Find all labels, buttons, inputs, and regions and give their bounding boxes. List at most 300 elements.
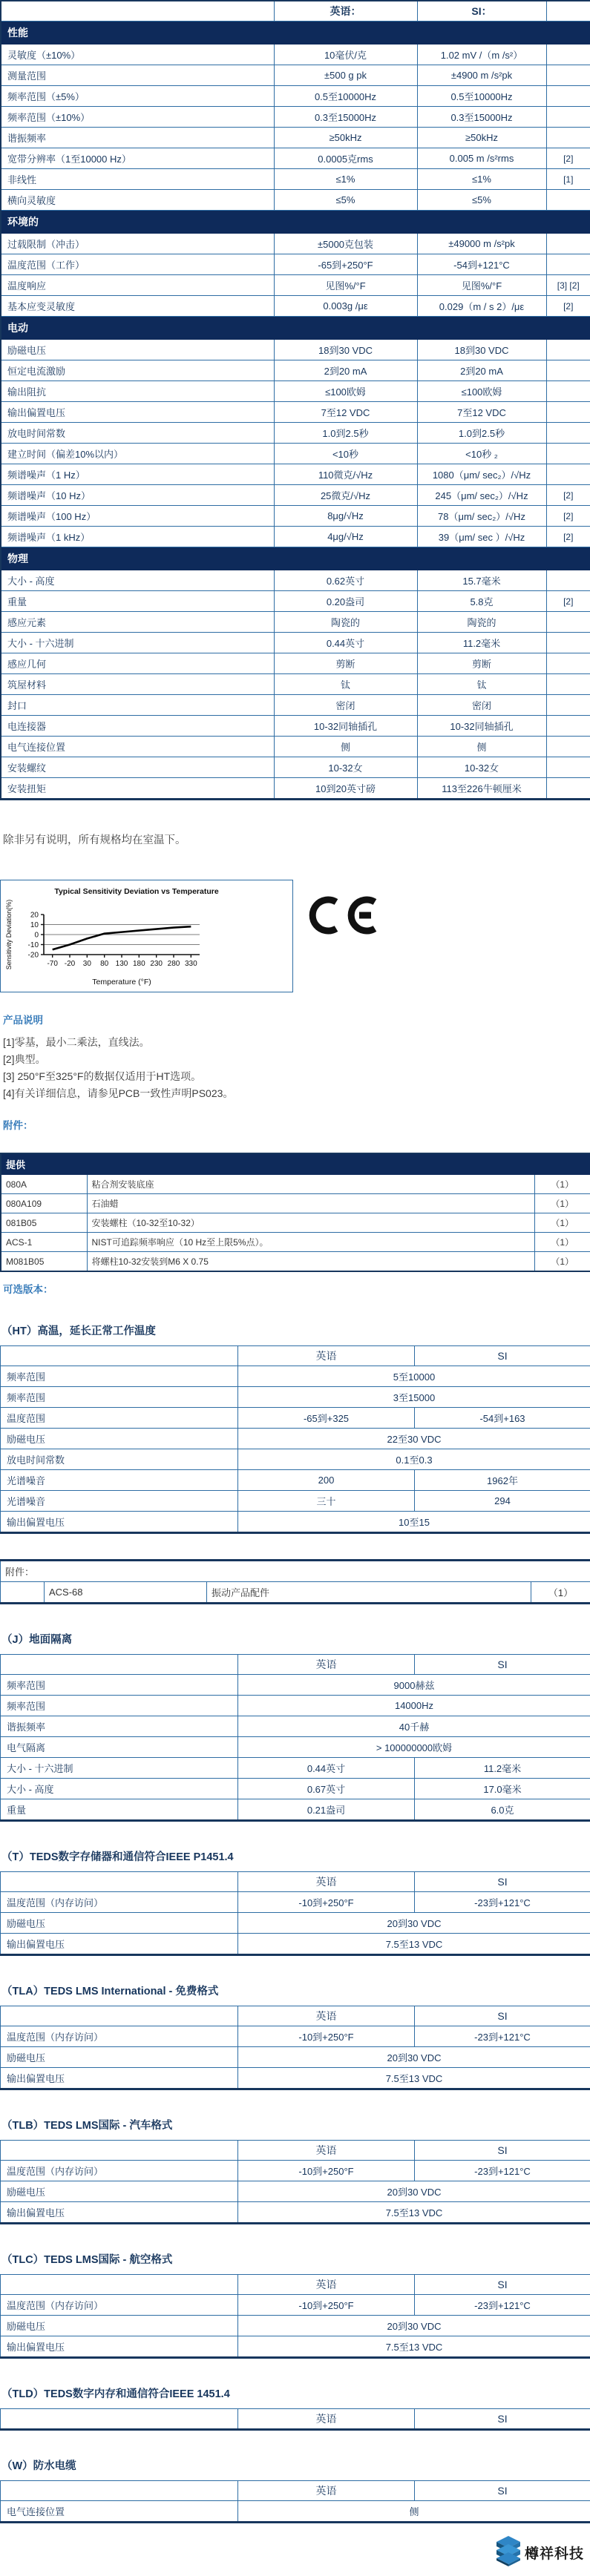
optional-spec-span-value-cell: 40千赫	[238, 1716, 590, 1737]
spec-english-value-cell: 2到20 mA	[274, 360, 417, 381]
spec-label-cell: 感应元素	[1, 612, 274, 633]
spec-si-value-cell: 见图%/°F	[417, 275, 546, 296]
accessory-desc-cell: 石油蜡	[87, 1194, 534, 1213]
optional-header-english-cell: 英语	[238, 2006, 415, 2026]
optional-spec-row	[1, 2336, 590, 2358]
spec-label-cell: 横向灵敏度	[1, 190, 274, 211]
spec-english-value-cell: 见图%/°F	[274, 275, 417, 296]
optional-spec-english-value-cell: -10到+250°F	[238, 2295, 415, 2316]
optional-versions-title: 可选版本：	[3, 1281, 590, 1296]
svg-text:-20: -20	[28, 952, 39, 960]
optional-spec-span-value-cell: 3至15000	[238, 1387, 590, 1408]
optional-header-english-cell: 英语	[238, 1346, 415, 1366]
optional-spec-row	[1, 1696, 590, 1716]
spec-row	[1, 65, 590, 86]
optional-section-heading: （TLC）TEDS LMS国际 - 航空格式	[1, 2251, 590, 2267]
optional-table-header-row	[1, 1872, 590, 1892]
spec-footnote-cell: [1]	[546, 169, 590, 190]
accessory-row	[1, 1213, 590, 1233]
spec-si-value-cell: ±49000 m /s²pk	[417, 234, 546, 254]
optional-header-blank-cell	[1, 2275, 238, 2295]
spec-si-value-cell: 陶瓷的	[417, 612, 546, 633]
spec-si-value-cell: 15.7毫米	[417, 570, 546, 591]
spec-si-value-cell: ±4900 m /s²pk	[417, 65, 546, 86]
accessory-qty-cell: （1）	[534, 1175, 590, 1194]
spec-footnote-cell	[546, 360, 590, 381]
optional-spec-label-cell: 励磁电压	[1, 2181, 238, 2202]
section-bar-title: 物理	[1, 547, 590, 570]
spec-footnote-cell	[546, 570, 590, 591]
optional-spec-label-cell: 温度范围	[1, 1408, 238, 1429]
spec-label-cell: 频谱噪声（1 kHz）	[1, 527, 274, 547]
optional-header-si-cell: SI	[415, 2275, 590, 2295]
spec-row	[1, 757, 590, 778]
spec-label-cell: 测量范围	[1, 65, 274, 86]
optional-header-si-cell: SI	[415, 1346, 590, 1366]
svg-text:-70: -70	[47, 960, 58, 968]
spec-label-cell: 电连接器	[1, 716, 274, 737]
spec-footnote-cell	[546, 340, 590, 360]
spec-label-cell: 安装扭矩	[1, 778, 274, 800]
optional-section-heading: （TLA）TEDS LMS International - 免费格式	[1, 1983, 590, 1998]
optional-section-heading: （TLD）TEDS数字内存和通信符合IEEE 1451.4	[1, 2385, 590, 2401]
spec-footnote-cell	[546, 633, 590, 653]
accessory-qty-cell: （1）	[534, 1252, 590, 1272]
spec-si-value-cell: -54到+121°C	[417, 254, 546, 275]
optional-spec-english-value-cell: 200	[238, 1470, 415, 1491]
optional-table-header-row	[1, 2481, 590, 2501]
spec-si-value-cell: 113至226牛顿厘米	[417, 778, 546, 800]
optional-spec-row	[1, 1934, 590, 1955]
optional-spec-label-cell: 温度范围（内存访问）	[1, 2026, 238, 2047]
optional-spec-label-cell: 光谱噪音	[1, 1470, 238, 1491]
spec-english-value-cell: ≥50kHz	[274, 128, 417, 148]
optional-spec-label-cell: 频率范围	[1, 1366, 238, 1387]
chart-svg	[1, 880, 292, 992]
optional-spec-label-cell: 输出偏置电压	[1, 2336, 238, 2358]
spec-footnote-cell	[546, 464, 590, 485]
svg-text:330: 330	[185, 960, 197, 968]
svg-text:180: 180	[133, 960, 145, 968]
optional-spec-label-cell: 输出偏置电压	[1, 1512, 238, 1533]
optional-spec-span-value-cell: 7.5至13 VDC	[238, 2068, 590, 2089]
optional-spec-english-value-cell: 0.21盎司	[238, 1799, 415, 1821]
optional-spec-label-cell: 励磁电压	[1, 1429, 238, 1449]
optional-spec-english-value-cell: -65到+325	[238, 1408, 415, 1429]
spec-row	[1, 190, 590, 211]
spec-label-cell: 筑屋材料	[1, 674, 274, 695]
spec-si-value-cell: 7至12 VDC	[417, 402, 546, 423]
spec-english-value-cell: 10-32女	[274, 757, 417, 778]
optional-sections-container	[0, 1322, 590, 2523]
spec-si-value-cell: 钛	[417, 674, 546, 695]
accessory-desc-cell: 将螺柱10-32安装到M6 X 0.75	[87, 1252, 534, 1272]
spec-footnote-cell: [2]	[546, 485, 590, 506]
spec-si-value-cell: 245（μm/ sec₂）/√Hz	[417, 485, 546, 506]
spec-label-cell: 恒定电流激励	[1, 360, 274, 381]
optional-header-english-cell: 英语	[238, 2275, 415, 2295]
vendor-logo-text: 樽祥科技	[525, 2543, 584, 2563]
optional-header-blank-cell	[1, 1346, 238, 1366]
optional-spec-label-cell: 励磁电压	[1, 2316, 238, 2336]
optional-spec-table	[0, 2408, 590, 2431]
spec-english-value-cell: 密闭	[274, 695, 417, 716]
product-note-line: [1]零基，最小二乘法，直线法。	[3, 1034, 590, 1051]
optional-spec-table	[0, 2006, 590, 2090]
optional-spec-table	[0, 1871, 590, 1956]
spec-row	[1, 86, 590, 107]
spec-footnote-cell	[546, 254, 590, 275]
accessory-model-cell: ACS-1	[1, 1233, 87, 1252]
spec-label-cell: 放电时间常数	[1, 423, 274, 444]
spec-footnote-cell	[546, 234, 590, 254]
spec-english-value-cell: 钛	[274, 674, 417, 695]
section-bar-title: 环境的	[1, 211, 590, 234]
product-note-line: [3] 250°F至325°F的数据仅适用于HT选项。	[3, 1068, 590, 1085]
spec-row	[1, 360, 590, 381]
optional-table-header-row	[1, 2006, 590, 2026]
spec-row	[1, 506, 590, 527]
accessory-model-cell: 080A109	[1, 1194, 87, 1213]
accessories-table	[0, 1153, 590, 1272]
optional-spec-label-cell: 重量	[1, 1799, 238, 1821]
optional-spec-row	[1, 2202, 590, 2224]
spec-footnote-cell	[546, 128, 590, 148]
spec-row	[1, 464, 590, 485]
optional-spec-row	[1, 2161, 590, 2181]
optional-spec-span-value-cell: 9000赫兹	[238, 1675, 590, 1696]
spec-row	[1, 485, 590, 506]
spec-label-cell: 灵敏度（±10%）	[1, 45, 274, 65]
spec-english-value-cell: 10-32同轴插孔	[274, 716, 417, 737]
svg-text:-10: -10	[28, 941, 39, 949]
spec-si-value-cell: 0.005 m /s²rms	[417, 148, 546, 169]
spec-label-cell: 重量	[1, 591, 274, 612]
optional-spec-span-value-cell: 20到30 VDC	[238, 2316, 590, 2336]
accessories-title: 附件：	[3, 1117, 590, 1132]
svg-text:20: 20	[30, 912, 39, 920]
optional-header-blank-cell	[1, 2006, 238, 2026]
optional-spec-row	[1, 1408, 590, 1429]
optional-section-heading: （W）防水电缆	[1, 2457, 590, 2473]
svg-text:-20: -20	[65, 960, 76, 968]
accessory-qty-cell: （1）	[534, 1194, 590, 1213]
spec-si-value-cell: 剪断	[417, 653, 546, 674]
spec-footnote-cell	[546, 45, 590, 65]
optional-accessory-model-cell: ACS-68	[45, 1582, 207, 1604]
optional-spec-row	[1, 1470, 590, 1491]
optional-spec-row	[1, 2501, 590, 2523]
spec-english-value-cell: ±5000克包装	[274, 234, 417, 254]
accessory-row	[1, 1194, 590, 1213]
optional-spec-row	[1, 1512, 590, 1533]
optional-spec-si-value-cell: 11.2毫米	[415, 1758, 590, 1779]
spec-english-value-cell: 0.0005克rms	[274, 148, 417, 169]
optional-spec-si-value-cell: 6.0克	[415, 1799, 590, 1821]
spec-row	[1, 128, 590, 148]
spec-english-value-cell: 0.20盎司	[274, 591, 417, 612]
accessory-model-cell: 080A	[1, 1175, 87, 1194]
optional-spec-row	[1, 1913, 590, 1934]
optional-spec-span-value-cell: 14000Hz	[238, 1696, 590, 1716]
optional-spec-english-value-cell: -10到+250°F	[238, 1892, 415, 1913]
svg-text:230: 230	[150, 960, 163, 968]
spec-english-value-cell: 25微克/√Hz	[274, 485, 417, 506]
sensitivity-deviation-chart	[0, 880, 293, 992]
spec-label-cell: 励磁电压	[1, 340, 274, 360]
optional-spec-table	[0, 1345, 590, 1534]
optional-spec-row	[1, 1716, 590, 1737]
spec-label-cell: 输出阻抗	[1, 381, 274, 402]
optional-header-si-cell: SI	[415, 1655, 590, 1675]
optional-spec-label-cell: 励磁电压	[1, 1913, 238, 1934]
spec-footnote-cell: [2]	[546, 591, 590, 612]
optional-section-heading: （J）地面隔离	[1, 1631, 590, 1647]
spec-footnote-cell	[546, 107, 590, 128]
spec-row	[1, 570, 590, 591]
spec-row	[1, 423, 590, 444]
optional-spec-row	[1, 2316, 590, 2336]
optional-spec-table-body	[1, 2409, 590, 2430]
optional-spec-english-value-cell: -10到+250°F	[238, 2161, 415, 2181]
spec-footnote-cell	[546, 737, 590, 757]
optional-spec-label-cell: 电气连接位置	[1, 2501, 238, 2523]
spec-footnote-cell: [3] [2]	[546, 275, 590, 296]
chart-data-line	[53, 926, 191, 949]
spec-row	[1, 444, 590, 464]
spec-english-value-cell: ≤1%	[274, 169, 417, 190]
optional-spec-si-value-cell: -23到+121°C	[415, 2026, 590, 2047]
optional-spec-label-cell: 输出偏置电压	[1, 2202, 238, 2224]
optional-accessory-qty-cell: （1）	[531, 1582, 590, 1604]
spec-english-value-cell: 陶瓷的	[274, 612, 417, 633]
spec-row	[1, 674, 590, 695]
optional-table-header-row	[1, 2275, 590, 2295]
optional-spec-si-value-cell: -23到+121°C	[415, 2295, 590, 2316]
optional-spec-table	[0, 2140, 590, 2224]
header-english-cell: 英语：	[274, 1, 417, 22]
spec-si-value-cell: 0.3至15000Hz	[417, 107, 546, 128]
spec-english-value-cell: 110微克/√Hz	[274, 464, 417, 485]
spec-footnote-cell	[546, 86, 590, 107]
spec-label-cell: 感应几何	[1, 653, 274, 674]
spec-english-value-cell: ≤100欧姆	[274, 381, 417, 402]
spec-label-cell: 宽带分辨率（1至10000 Hz）	[1, 148, 274, 169]
optional-spec-table-body	[1, 1655, 590, 1821]
optional-spec-label-cell: 励磁电压	[1, 2047, 238, 2068]
accessory-row	[1, 1175, 590, 1194]
optional-spec-label-cell: 电气隔离	[1, 1737, 238, 1758]
optional-spec-row	[1, 1737, 590, 1758]
spec-label-cell: 大小 - 十六进制	[1, 633, 274, 653]
optional-spec-table-body	[1, 1872, 590, 1955]
spec-row	[1, 340, 590, 360]
main-spec-table	[0, 0, 590, 800]
spec-si-value-cell: 侧	[417, 737, 546, 757]
accessory-qty-cell: （1）	[534, 1213, 590, 1233]
optional-spec-row	[1, 1675, 590, 1696]
optional-spec-row	[1, 2047, 590, 2068]
optional-spec-table-body	[1, 1346, 590, 1533]
svg-text:10: 10	[30, 921, 39, 929]
svg-text:Typical Sensitivity Deviation: Typical Sensitivity Deviation vs Temperature	[54, 887, 219, 896]
optional-spec-label-cell: 放电时间常数	[1, 1449, 238, 1470]
optional-spec-english-value-cell: 三十	[238, 1491, 415, 1512]
accessory-model-cell: M081B05	[1, 1252, 87, 1272]
optional-spec-row	[1, 1491, 590, 1512]
optional-header-blank-cell	[1, 2409, 238, 2430]
optional-spec-span-value-cell: 0.1至0.3	[238, 1449, 590, 1470]
spec-si-value-cell: 0.029（m / s 2）/με	[417, 296, 546, 317]
optional-spec-span-value-cell: 22至30 VDC	[238, 1429, 590, 1449]
spec-si-value-cell: ≤5%	[417, 190, 546, 211]
optional-header-english-cell: 英语	[238, 1872, 415, 1892]
spec-row	[1, 254, 590, 275]
optional-spec-label-cell: 频率范围	[1, 1675, 238, 1696]
accessory-row	[1, 1252, 590, 1272]
optional-header-si-cell: SI	[415, 2481, 590, 2501]
optional-spec-english-value-cell: 0.67英寸	[238, 1779, 415, 1799]
optional-spec-span-value-cell: 7.5至13 VDC	[238, 2336, 590, 2358]
optional-spec-si-value-cell: 294	[415, 1491, 590, 1512]
vendor-logo	[0, 2535, 584, 2570]
optional-spec-row	[1, 1892, 590, 1913]
spec-label-cell: 频谱噪声（1 Hz）	[1, 464, 274, 485]
spec-row	[1, 612, 590, 633]
spec-si-value-cell: 78（μm/ sec₂）/√Hz	[417, 506, 546, 527]
section-bar-row	[1, 317, 590, 340]
spec-row	[1, 402, 590, 423]
optional-spec-label-cell: 温度范围（内存访问）	[1, 2161, 238, 2181]
spec-label-cell: 基本应变灵敏度	[1, 296, 274, 317]
optional-spec-label-cell: 谐振频率	[1, 1716, 238, 1737]
spec-footnote-cell	[546, 381, 590, 402]
spec-footnote-cell: [2]	[546, 296, 590, 317]
vendor-logo-icon	[494, 2535, 522, 2570]
spec-row	[1, 296, 590, 317]
optional-spec-label-cell: 温度范围（内存访问）	[1, 2295, 238, 2316]
spec-si-value-cell: 1.0到2.5秒	[417, 423, 546, 444]
optional-spec-table-body	[1, 2141, 590, 2224]
optional-spec-label-cell: 温度范围（内存访问）	[1, 1892, 238, 1913]
optional-spec-row	[1, 1779, 590, 1799]
spec-row	[1, 381, 590, 402]
optional-spec-row	[1, 1387, 590, 1408]
spec-si-value-cell: 1080（μm/ sec₂）/√Hz	[417, 464, 546, 485]
optional-spec-row	[1, 2181, 590, 2202]
spec-si-value-cell: ≤100欧姆	[417, 381, 546, 402]
optional-spec-si-value-cell: 1962年	[415, 1470, 590, 1491]
spec-english-value-cell: 1.0到2.5秒	[274, 423, 417, 444]
spec-row	[1, 716, 590, 737]
optional-header-blank-cell	[1, 2481, 238, 2501]
spec-english-value-cell: 18到30 VDC	[274, 340, 417, 360]
spec-footnote-cell	[546, 444, 590, 464]
spec-label-cell: 温度响应	[1, 275, 274, 296]
optional-spec-si-value-cell: -54到+163	[415, 1408, 590, 1429]
spec-si-value-cell: 18到30 VDC	[417, 340, 546, 360]
accessories-header-row	[1, 1153, 590, 1175]
optional-spec-label-cell: 输出偏置电压	[1, 1934, 238, 1955]
optional-spec-label-cell: 大小 - 高度	[1, 1779, 238, 1799]
room-temperature-note: 除非另有说明，所有规格均在室温下。	[3, 831, 590, 847]
accessory-desc-cell: NIST可追踪频率响应（10 Hz至上限5%点）。	[87, 1233, 534, 1252]
spec-footnote-cell	[546, 423, 590, 444]
spec-footnote-cell	[546, 190, 590, 211]
spec-si-value-cell: 10-32女	[417, 757, 546, 778]
product-notes-title: 产品说明	[3, 1012, 590, 1027]
optional-spec-row	[1, 1366, 590, 1387]
spec-english-value-cell: 0.5至10000Hz	[274, 86, 417, 107]
optional-accessories-header-row	[1, 1561, 590, 1582]
spec-label-cell: 非线性	[1, 169, 274, 190]
product-note-line: [2]典型。	[3, 1051, 590, 1068]
spec-si-value-cell: 5.8克	[417, 591, 546, 612]
spec-si-value-cell: 10-32同轴插孔	[417, 716, 546, 737]
optional-table-header-row	[1, 1346, 590, 1366]
header-si-cell: SI：	[417, 1, 546, 22]
spec-row	[1, 234, 590, 254]
optional-accessory-row	[1, 1582, 590, 1604]
optional-spec-span-value-cell: 20到30 VDC	[238, 2181, 590, 2202]
optional-spec-span-value-cell: > 100000000欧姆	[238, 1737, 590, 1758]
optional-spec-span-value-cell: 7.5至13 VDC	[238, 1934, 590, 1955]
spec-english-value-cell: 0.003g /με	[274, 296, 417, 317]
spec-label-cell: 频率范围（±5%）	[1, 86, 274, 107]
spec-english-value-cell: 剪断	[274, 653, 417, 674]
spec-footnote-cell	[546, 65, 590, 86]
optional-spec-row	[1, 1449, 590, 1470]
spec-label-cell: 大小 - 高度	[1, 570, 274, 591]
optional-spec-row	[1, 2026, 590, 2047]
chart-and-ce-row	[0, 880, 590, 992]
optional-accessories-header-cell: 附件：	[1, 1561, 590, 1582]
optional-header-english-cell: 英语	[238, 2409, 415, 2430]
optional-spec-table-body	[1, 2481, 590, 2523]
spec-footnote-cell	[546, 612, 590, 633]
spec-english-value-cell: 0.62英寸	[274, 570, 417, 591]
spec-footnote-cell: [2]	[546, 506, 590, 527]
optional-accessory-blank-cell	[1, 1582, 45, 1604]
svg-text:0: 0	[34, 932, 39, 940]
product-note-line: [4]有关详细信息，请参见PCB一致性声明PS023。	[3, 1085, 590, 1102]
section-bar-row	[1, 22, 590, 45]
spec-label-cell: 谐振频率	[1, 128, 274, 148]
svg-text:30: 30	[83, 960, 92, 968]
header-blank-cell	[1, 1, 274, 22]
main-table-header-row	[1, 1, 590, 22]
spec-label-cell: 输出偏置电压	[1, 402, 274, 423]
optional-header-blank-cell	[1, 1655, 238, 1675]
spec-english-value-cell: ≤5%	[274, 190, 417, 211]
optional-spec-label-cell: 输出偏置电压	[1, 2068, 238, 2089]
optional-spec-row	[1, 1799, 590, 1821]
svg-text:Temperature (°F): Temperature (°F)	[92, 978, 151, 986]
spec-english-value-cell: 7至12 VDC	[274, 402, 417, 423]
spec-row	[1, 169, 590, 190]
spec-english-value-cell: 0.3至15000Hz	[274, 107, 417, 128]
optional-spec-label-cell: 光谱噪音	[1, 1491, 238, 1512]
svg-text:80: 80	[100, 960, 109, 968]
spec-row	[1, 633, 590, 653]
accessory-desc-cell: 安装螺柱（10-32至10-32）	[87, 1213, 534, 1233]
optional-spec-row	[1, 1429, 590, 1449]
optional-header-si-cell: SI	[415, 1872, 590, 1892]
spec-english-value-cell: <10秒	[274, 444, 417, 464]
spec-row	[1, 737, 590, 757]
optional-table-header-row	[1, 2141, 590, 2161]
optional-header-si-cell: SI	[415, 2141, 590, 2161]
